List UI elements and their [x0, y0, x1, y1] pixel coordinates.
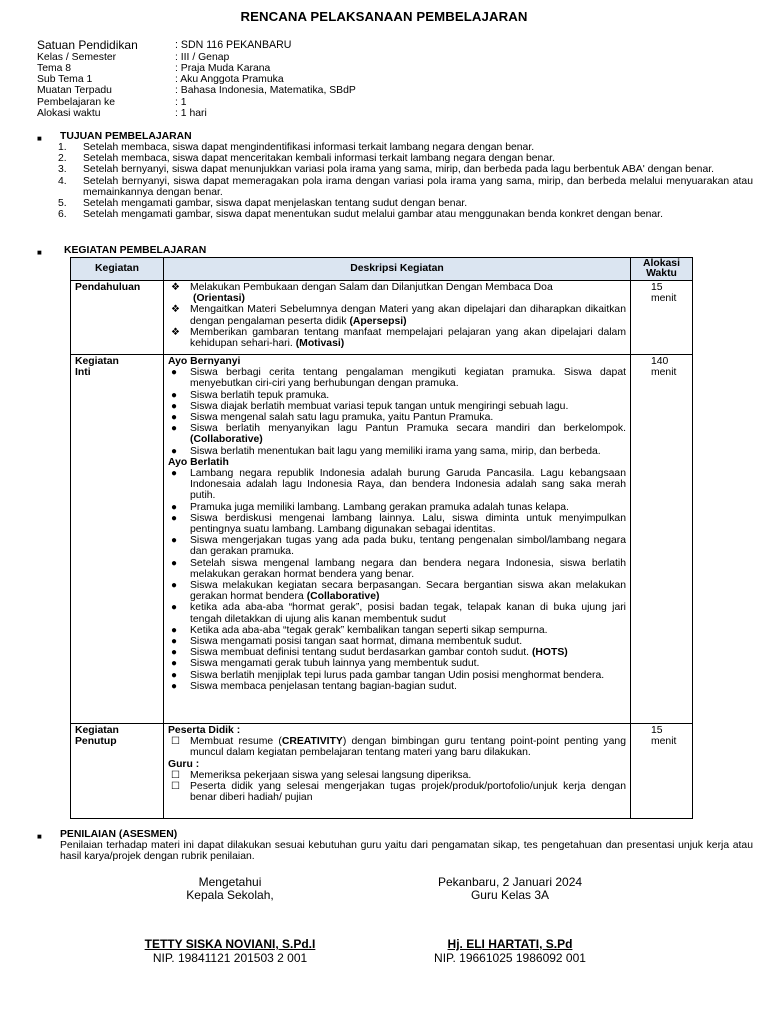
identity-label: Alokasi waktu	[37, 108, 101, 119]
item-text: Siswa berlatih tepuk pramuka.	[190, 389, 330, 401]
list-item	[168, 502, 626, 513]
list-item	[168, 304, 626, 326]
list-item	[168, 670, 626, 681]
list-item	[168, 781, 626, 803]
identity-value: : SDN 116 PEKANBARU	[175, 39, 292, 51]
item-text: Setelah bernyanyi, siswa dapat menunjukkan variasi pola irama yang sama, mirip, dan berbeda pada lagu berbentuk ABA' dengan benar.	[83, 164, 715, 176]
kegiatan-heading: KEGIATAN PEMBELAJARAN	[64, 245, 207, 256]
bullet-icon: ●	[171, 669, 178, 681]
bullet-icon: ●	[171, 445, 178, 457]
bullet-icon: ●	[171, 624, 178, 636]
item-text: Melakukan Pembukaan dengan Salam dan Dilanjutkan Dengan Membaca Doa	[190, 282, 553, 293]
item-text: Setelah membaca, siswa dapat mengindentifikasi informasi terkait lambang negara dengan benar.	[83, 142, 535, 153]
tujuan-item	[58, 153, 753, 164]
column-header-deskripsi: Deskripsi Kegiatan	[164, 258, 631, 281]
bullet-icon: ●	[171, 468, 178, 480]
identity-value: : 1 hari	[175, 108, 207, 119]
subheading: Peserta Didik :	[168, 725, 241, 736]
item-text: Ketika ada aba-aba “tegak gerak” kembalikan tangan seperti sikap sempurna.	[190, 624, 548, 636]
identity-label: Tema 8	[37, 63, 72, 74]
item-text: Pramuka juga memiliki lambang. Lambang gerakan pramuka adalah tunas kelapa.	[190, 501, 569, 513]
identity-value: : III / Genap	[175, 52, 230, 63]
list-item	[168, 602, 626, 624]
bullet-icon: ●	[171, 512, 178, 524]
phase-description	[164, 355, 631, 724]
list-item	[168, 681, 626, 692]
phase-time: 140 menit	[631, 355, 693, 724]
item-text: Siswa mengamati posisi tangan saat hormat, dimana membentuk sudut.	[190, 636, 523, 648]
bullet-icon: ●	[171, 412, 178, 424]
phase-name: Kegiatan Inti	[71, 355, 164, 724]
item-tag: (Collaborative)	[306, 591, 380, 603]
bullet-icon: ●	[171, 423, 178, 435]
bullet-icon: ●	[171, 680, 178, 692]
penilaian-text: Penilaian terhadap materi ini dapat dilakukan sesuai kebutuhan guru yaitu dari pengamatan sikap, tes pengetahuan dan presentasi unjuk kerja atau hasil karya/projek dengan rubrik penilaian.	[60, 840, 753, 863]
headmaster-name: TETTY SISKA NOVIANI, S.Pd.I	[144, 937, 316, 951]
bullet-icon: ●	[171, 636, 178, 648]
column-header-alokasi: Alokasi Waktu	[631, 258, 693, 281]
bullet-icon: ●	[171, 535, 178, 547]
item-text: Siswa diajak berlatih membuat variasi tepuk tangan untuk mengiringi sebuah lagu.	[190, 400, 569, 412]
tujuan-item	[58, 176, 753, 198]
item-text: Setelah siswa mengenal lambang negara dan bendera negara Indonesia, siswa berlatih melakukan gerakan hormat bendera yang benar.	[190, 557, 626, 580]
tujuan-item	[58, 198, 753, 209]
identity-label: Pembelajaran ke	[37, 97, 115, 108]
bullet-icon: ●	[171, 389, 178, 401]
signature-right	[400, 876, 620, 902]
bullet-icon: ●	[171, 580, 178, 592]
bullet-icon: ●	[171, 658, 178, 670]
signature-right-line1: Pekanbaru, 2 Januari 2024	[437, 875, 583, 889]
item-text: Siswa berlatih menyanyikan lagu Pantun Pramuka secara mandiri dan berkelompok.	[190, 423, 626, 435]
square-bullet-icon: ■	[37, 832, 42, 841]
identity-label: Satuan Pendidikan	[37, 38, 138, 52]
list-item	[168, 390, 626, 401]
identity-label: Kelas / Semester	[37, 52, 117, 63]
list-item	[168, 558, 626, 580]
item-tag: (Orientasi)	[193, 293, 245, 305]
identity-value: : 1	[175, 97, 187, 108]
identity-value: : Aku Anggota Pramuka	[175, 74, 284, 85]
item-text: Memeriksa pekerjaan siswa yang selesai langsung diperiksa.	[190, 769, 472, 781]
headmaster-nip: NIP. 19841121 201503 2 001	[152, 951, 308, 965]
list-item	[168, 736, 626, 758]
table-row-inti	[71, 355, 693, 724]
bullet-icon: ●	[171, 367, 178, 379]
list-item	[168, 423, 626, 445]
item-tag: (HOTS)	[531, 647, 568, 659]
signature-left-line2: Kepala Sekolah,	[186, 888, 274, 902]
item-text: Setelah mengamati gambar, siswa dapat menjelaskan tentang sudut dengan benar.	[83, 198, 468, 210]
item-text: Memberikan gambaran tentang manfaat mempelajari pelajaran yang akan dipelajari dalam kehidupan sehari-hari.	[190, 326, 626, 350]
item-text: ketika ada aba-aba “hormat gerak”, posisi badan tegak, telapak kanan di buka ujung jari tengah diletakkan di ujung alis kanan membentuk sudut	[190, 602, 626, 625]
list-item	[168, 401, 626, 412]
column-header-kegiatan: Kegiatan	[71, 258, 164, 281]
item-tag: CREATIVITY	[281, 736, 343, 748]
table-header-row	[71, 258, 693, 281]
identity-value: : Praja Muda Karana	[175, 63, 271, 74]
teacher-nip: NIP. 19661025 1986092 001	[434, 951, 586, 965]
list-item	[168, 282, 626, 304]
kegiatan-table	[70, 257, 693, 819]
checkbox-icon: ☐	[171, 769, 180, 781]
bullet-icon: ●	[171, 647, 178, 659]
subheading: Guru :	[168, 758, 200, 770]
diamond-bullet-icon: ❖	[171, 326, 180, 338]
phase-description	[164, 281, 631, 355]
list-item	[168, 647, 626, 658]
table-row-pendahuluan	[71, 281, 693, 355]
list-item	[168, 367, 626, 389]
list-item	[168, 625, 626, 636]
item-text: Peserta didik yang selesai mengerjakan tugas projek/produk/portofolio/unjuk kerja dengan benar diberi hadiah/ pujian	[190, 781, 626, 804]
checkbox-icon: ☐	[171, 736, 180, 748]
bullet-icon: ●	[171, 400, 178, 412]
item-number: 6.	[58, 209, 67, 221]
item-text: Lambang negara republik Indonesia adalah burung Garuda Pancasila. Lagu kebangsaan Indonesaia adalah lagu Indonesia Raya, dan bendera Indonesia adalah sang saka merah putih.	[190, 468, 626, 502]
item-number: 3.	[58, 164, 67, 176]
item-number: 2.	[58, 153, 67, 165]
item-text: Siswa berdiskusi mengenai lambang lainnya. Lalu, siswa diminta untuk menyimpulkan pentingnya suatu lambang. Lambang digunakan sebagai identitas.	[190, 512, 626, 536]
item-number: 5.	[58, 198, 67, 210]
tujuan-item	[58, 209, 753, 220]
item-text: Siswa membaca penjelasan tentang bagian-bagian sudut.	[190, 680, 457, 692]
item-text: Setelah mengamati gambar, siswa dapat menentukan sudut melalui gambar atau menggunakan benda konkret dengan benar.	[83, 209, 663, 221]
subheading: Ayo Berlatih	[168, 456, 229, 468]
item-text: Membuat resume (	[190, 736, 282, 748]
item-text: Siswa berlatih menjiplak tepi lurus pada gambar tangan Udin posisi menghormat bendera.	[190, 669, 605, 681]
list-item	[168, 770, 626, 781]
phase-name: Pendahuluan	[71, 281, 164, 355]
identity-label: Sub Tema 1	[37, 74, 93, 85]
list-item	[168, 468, 626, 502]
signature-right-block	[390, 937, 630, 965]
list-item	[168, 327, 626, 349]
identity-label: Muatan Terpadu	[37, 85, 112, 96]
item-text: Siswa berbagi cerita tentang pengalaman mengikuti kegiatan pramuka. Siswa dapat menyebutkan ciri-ciri yang berhubungan dengan pramuka.	[190, 367, 626, 390]
item-text: Setelah membaca, siswa dapat menceritakan kembali informasi terkait lambang negara dengan benar.	[83, 153, 555, 165]
list-item	[168, 535, 626, 557]
teacher-name: Hj. ELI HARTATI, S.Pd	[447, 937, 573, 951]
diamond-bullet-icon: ❖	[171, 304, 180, 316]
square-bullet-icon: ■	[37, 248, 42, 257]
item-text: ) dengan bimbingan guru tentang point-point penting yang muncul dalam kegiatan pembelajaran tentang materi yang baru dilakukan.	[190, 736, 626, 759]
tujuan-heading: TUJUAN PEMBELAJARAN	[60, 131, 192, 142]
item-text: Siswa mengerjakan tugas yang ada pada buku, tentang pengenalan simbol/lambang negara dan gerakan pramuka.	[190, 535, 626, 558]
list-item	[168, 412, 626, 423]
item-text: Siswa melakukan kegiatan secara berpasangan. Secara bergantian siswa akan melakukan gerakan hormat bendera	[190, 580, 626, 603]
item-text: Mengaitkan Materi Sebelumnya dengan Materi yang akan dipelajari dan diharapkan dikaitkan dengan pengalaman peserta didik	[190, 304, 626, 327]
item-text: Siswa mengamati gerak tubuh lainnya yang membentuk sudut.	[190, 658, 480, 670]
tujuan-list	[58, 142, 753, 220]
list-item	[168, 658, 626, 669]
table-row-penutup	[71, 724, 693, 819]
list-item	[168, 636, 626, 647]
list-item	[168, 580, 626, 602]
signature-left-line1: Mengetahui	[198, 875, 262, 889]
square-bullet-icon: ■	[37, 134, 42, 143]
phase-name: Kegiatan Penutup	[71, 724, 164, 819]
phase-time: 15 menit	[631, 281, 693, 355]
bullet-icon: ●	[171, 557, 178, 569]
subheading: Ayo Bernyanyi	[168, 356, 241, 367]
bullet-icon: ●	[171, 602, 178, 614]
item-text: Siswa membuat definisi tentang sudut berdasarkan gambar contoh sudut.	[190, 647, 530, 659]
item-number: 4.	[58, 175, 67, 187]
tujuan-item	[58, 142, 753, 153]
bullet-icon: ●	[171, 501, 178, 513]
item-tag: (Motivasi)	[295, 338, 345, 350]
list-item	[168, 513, 626, 535]
item-text: Siswa mengenal salah satu lagu pramuka, yaitu Pantun Pramuka.	[190, 412, 494, 424]
item-text: Siswa berlatih menentukan bait lagu yang memiliki irama yang sama, mirip, dan berbeda.	[190, 445, 601, 457]
phase-description	[164, 724, 631, 819]
signature-left-block	[100, 937, 360, 965]
document-title: RENCANA PELAKSANAAN PEMBELAJARAN	[240, 9, 528, 24]
signature-right-line2: Guru Kelas 3A	[470, 888, 550, 902]
checkbox-icon: ☐	[171, 781, 180, 793]
item-number: 1.	[58, 142, 67, 153]
item-tag: (Apersepsi)	[349, 315, 407, 327]
list-item	[168, 446, 626, 457]
diamond-bullet-icon: ❖	[171, 282, 180, 293]
item-text: Setelah bernyanyi, siswa dapat memeragakan pola irama dengan variasi pola irama yang sama, mirip, dan berbeda melalui menyuarakan atau memainkannya dengan benar.	[83, 175, 753, 198]
signature-left	[130, 876, 330, 902]
item-tag: (Collaborative)	[190, 434, 263, 446]
identity-value: : Bahasa Indonesia, Matematika, SBdP	[175, 85, 356, 96]
penilaian-heading: PENILAIAN (ASESMEN)	[60, 829, 178, 840]
phase-time: 15 menit	[631, 724, 693, 819]
tujuan-item	[58, 164, 753, 175]
